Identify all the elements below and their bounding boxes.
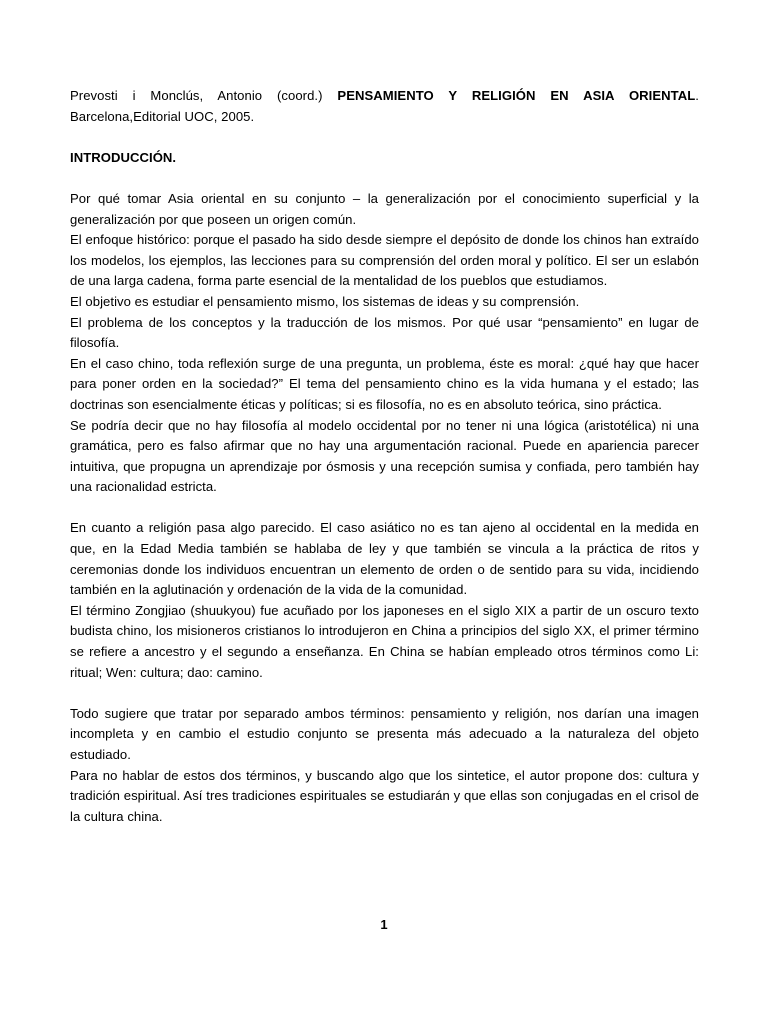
spacer [70, 683, 699, 704]
paragraph: Por qué tomar Asia oriental en su conjunto – la generalización por el conocimiento superficial y la generalización por que poseen un origen común. [70, 190, 699, 227]
paragraph: En el caso chino, toda reflexión surge de una pregunta, un problema, éste es moral: ¿qué hay que hacer para poner orden en la sociedad?” El tema del pensamiento chino es la vida humana y el estado; las doctrinas son esencialmente éticas y políticas; si es filosofía, no es en absoluto teórica, sino práctica. [70, 355, 699, 412]
bibliographic-citation [70, 86, 699, 127]
citation-publisher: . Barcelona,Editorial UOC, 2005. [70, 88, 699, 124]
paragraph: El enfoque histórico: porque el pasado ha sido desde siempre el depósito de donde los chinos han extraído los modelos, los ejemplos, las lecciones para su comprensión del orden moral y político. El ser un eslabón de una larga cadena, forma parte esencial de la mentalidad de los pueblos que estudiamos. [70, 232, 699, 289]
page-number: 1 [380, 917, 388, 932]
paragraph: Se podría decir que no hay filosofía al modelo occidental por no tener ni una lógica (aristotélica) ni una gramática, pero es falso afirmar que no hay una argumentación racional. Puede en apariencia parecer intuitiva, que propugna un aprendizaje por ósmosis y una recepción sumisa y confiada, pero también hay una racionalidad estricta. [70, 417, 699, 495]
spacer [70, 168, 699, 189]
spacer [70, 127, 699, 148]
paragraph: Para no hablar de estos dos términos, y buscando algo que los sintetice, el autor propone dos: cultura y tradición espiritual. Así tres tradiciones espirituales se estudiarán y que ellas son conjugadas en el crisol de la cultura china. [70, 767, 699, 824]
document-page [70, 86, 699, 827]
paragraph: El objetivo es estudiar el pensamiento mismo, los sistemas de ideas y su comprensión. [70, 293, 580, 309]
paragraph: El término Zongjiao (shuukyou) fue acuñado por los japoneses en el siglo XIX a partir de un oscuro texto budista chino, los misioneros cristianos lo introdujeron en China a principios del siglo XX, el primer término se refiere a ancestro y el segundo a enseñanza. En China se habían empleado otros términos como Li: ritual; Wen: cultura; dao: camino. [70, 602, 699, 680]
section-heading: INTRODUCCIÓN. [70, 149, 177, 165]
spacer [70, 498, 699, 519]
paragraph: Todo sugiere que tratar por separado ambos términos: pensamiento y religión, nos darían una imagen incompleta y en cambio el estudio conjunto se presenta más adecuado a la naturaleza del objeto estudiado. [70, 705, 699, 762]
citation-title: PENSAMIENTO Y RELIGIÓN EN ASIA ORIENTAL [337, 88, 696, 103]
paragraph: En cuanto a religión pasa algo parecido. El caso asiático no es tan ajeno al occidental en la medida en que, en la Edad Media también se hablaba de ley y que también se vincula a la práctica de ritos y ceremonias donde los individuos encuentran un elemento de orden o de sentido para su vida, incidiendo también en la aglutinación y ordenación de la vida de la comunidad. [70, 520, 699, 598]
paragraph: El problema de los conceptos y la traducción de los mismos. Por qué usar “pensamiento” en lugar de filosofía. [70, 314, 699, 351]
citation-authors: Prevosti i Monclús, Antonio (coord.) [70, 88, 338, 103]
